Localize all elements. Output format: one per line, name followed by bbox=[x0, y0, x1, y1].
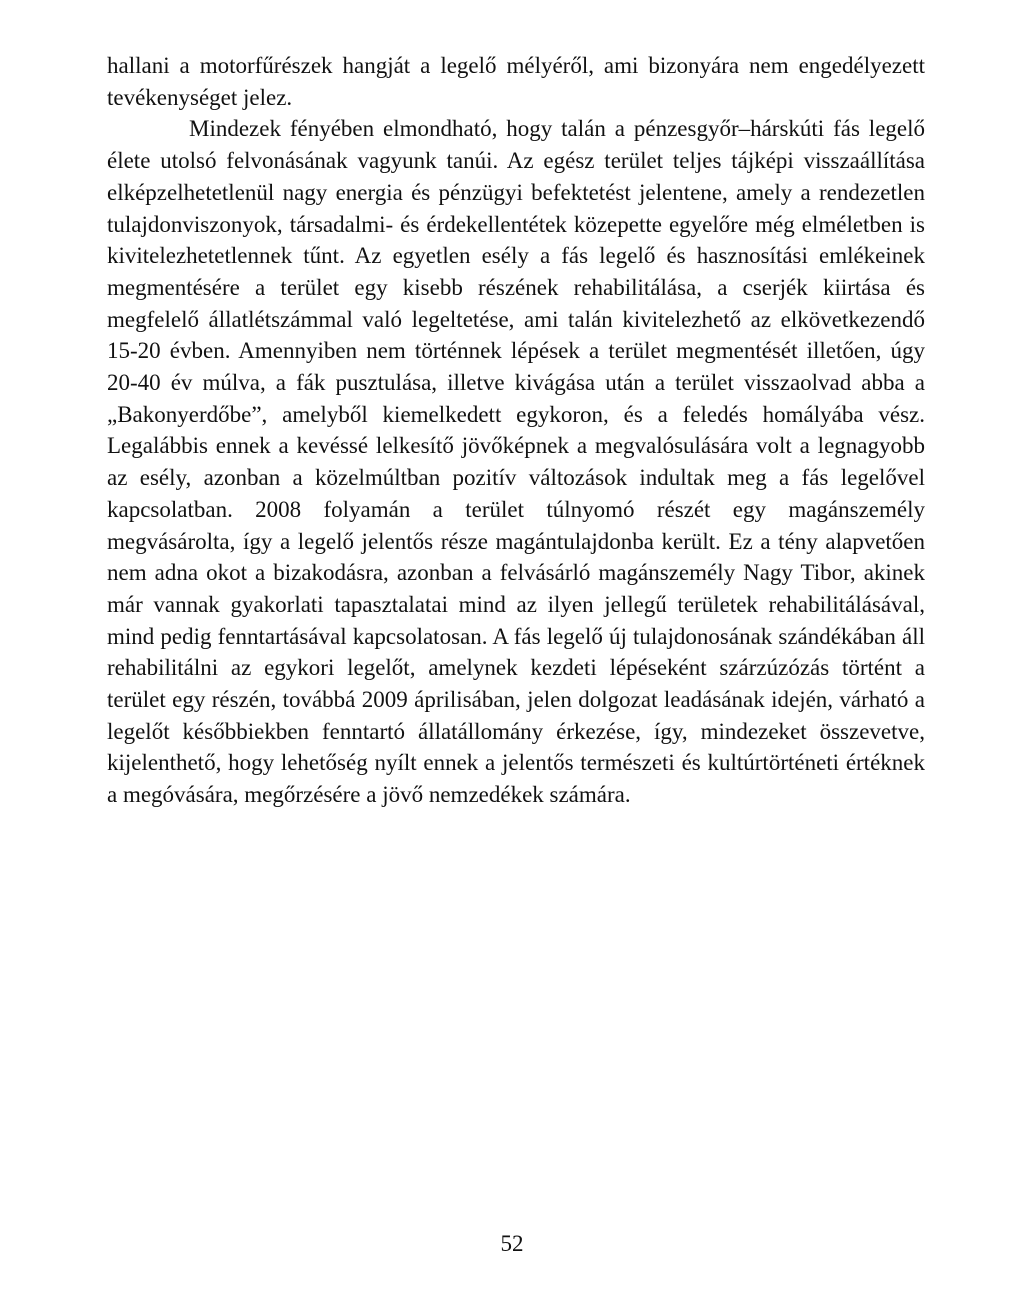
paragraph-main: Mindezek fényében elmondható, hogy talán a pénzesgyőr–hárskúti fás legelő élete utolsó felvonásának vagyunk tanúi. Az egész terület teljes tájképi visszaállítása elképzelhetetlenül nagy energia és pénzügyi befektetést jelentene, amely a rendezetlen tulajdonviszonyok, társadalmi- és érdekellentétek közepette egyelőre még elméletben is kivitelezhetetlennek tűnt. Az egyetlen esély a fás legelő és hasznosítási emlékeinek megmentésére a terület egy kisebb részének rehabilitálása, a cserjék kiirtása és megfelelő állatlétszámmal való legeltetése, ami talán kivitelezhető az elkövetkezendő 15-20 évben. Amennyiben nem történnek lépések a terület megmentését illetően, úgy 20-40 év múlva, a fák pusztulása, illetve kivágása után a terület visszaolvad abba a „Bakonyerdőbe”, amelyből kiemelkedett egykoron, és a feledés homályába vész. Legalábbis ennek a kevéssé lelkesítő jövőképnek a megvalósulására volt a legnagyobb az esély, azonban a közelmúltban pozitív változások indultak meg a fás legelővel kapcsolatban. 2008 folyamán a terület túlnyomó részét egy magánszemély megvásárolta, így a legelő jelentős része magántulajdonba került. Ez a tény alapvetően nem adna okot a bizakodásra, azonban a felvásárló magánszemély Nagy Tibor, akinek már vannak gyakorlati tapasztalatai mind az ilyen jellegű területek rehabilitálásával, mind pedig fenntartásával kapcsolatosan. A fás legelő új tulajdonosának szándékában áll rehabilitálni az egykori legelőt, amelynek kezdeti lépéseként szárzúzózás történt a terület egy részén, továbbá 2009 áprilisában, jelen dolgozat leadásának idején, várható a legelőt későbbiekben fenntartó állatállomány érkezése, így, mindezeket összevetve, kijelenthető, hogy lehetőség nyílt ennek a jelentős természeti és kultúrtörténeti értéknek a megóvására, megőrzésére a jövő nemzedékek számára. bbox=[107, 116, 925, 808]
paragraph-continuation: hallani a motorfűrészek hangját a legelő mélyéről, ami bizonyára nem engedélyezett tevékenységet jelez. bbox=[107, 53, 925, 110]
body-text bbox=[107, 50, 925, 811]
page-number: 52 bbox=[500, 1231, 524, 1256]
